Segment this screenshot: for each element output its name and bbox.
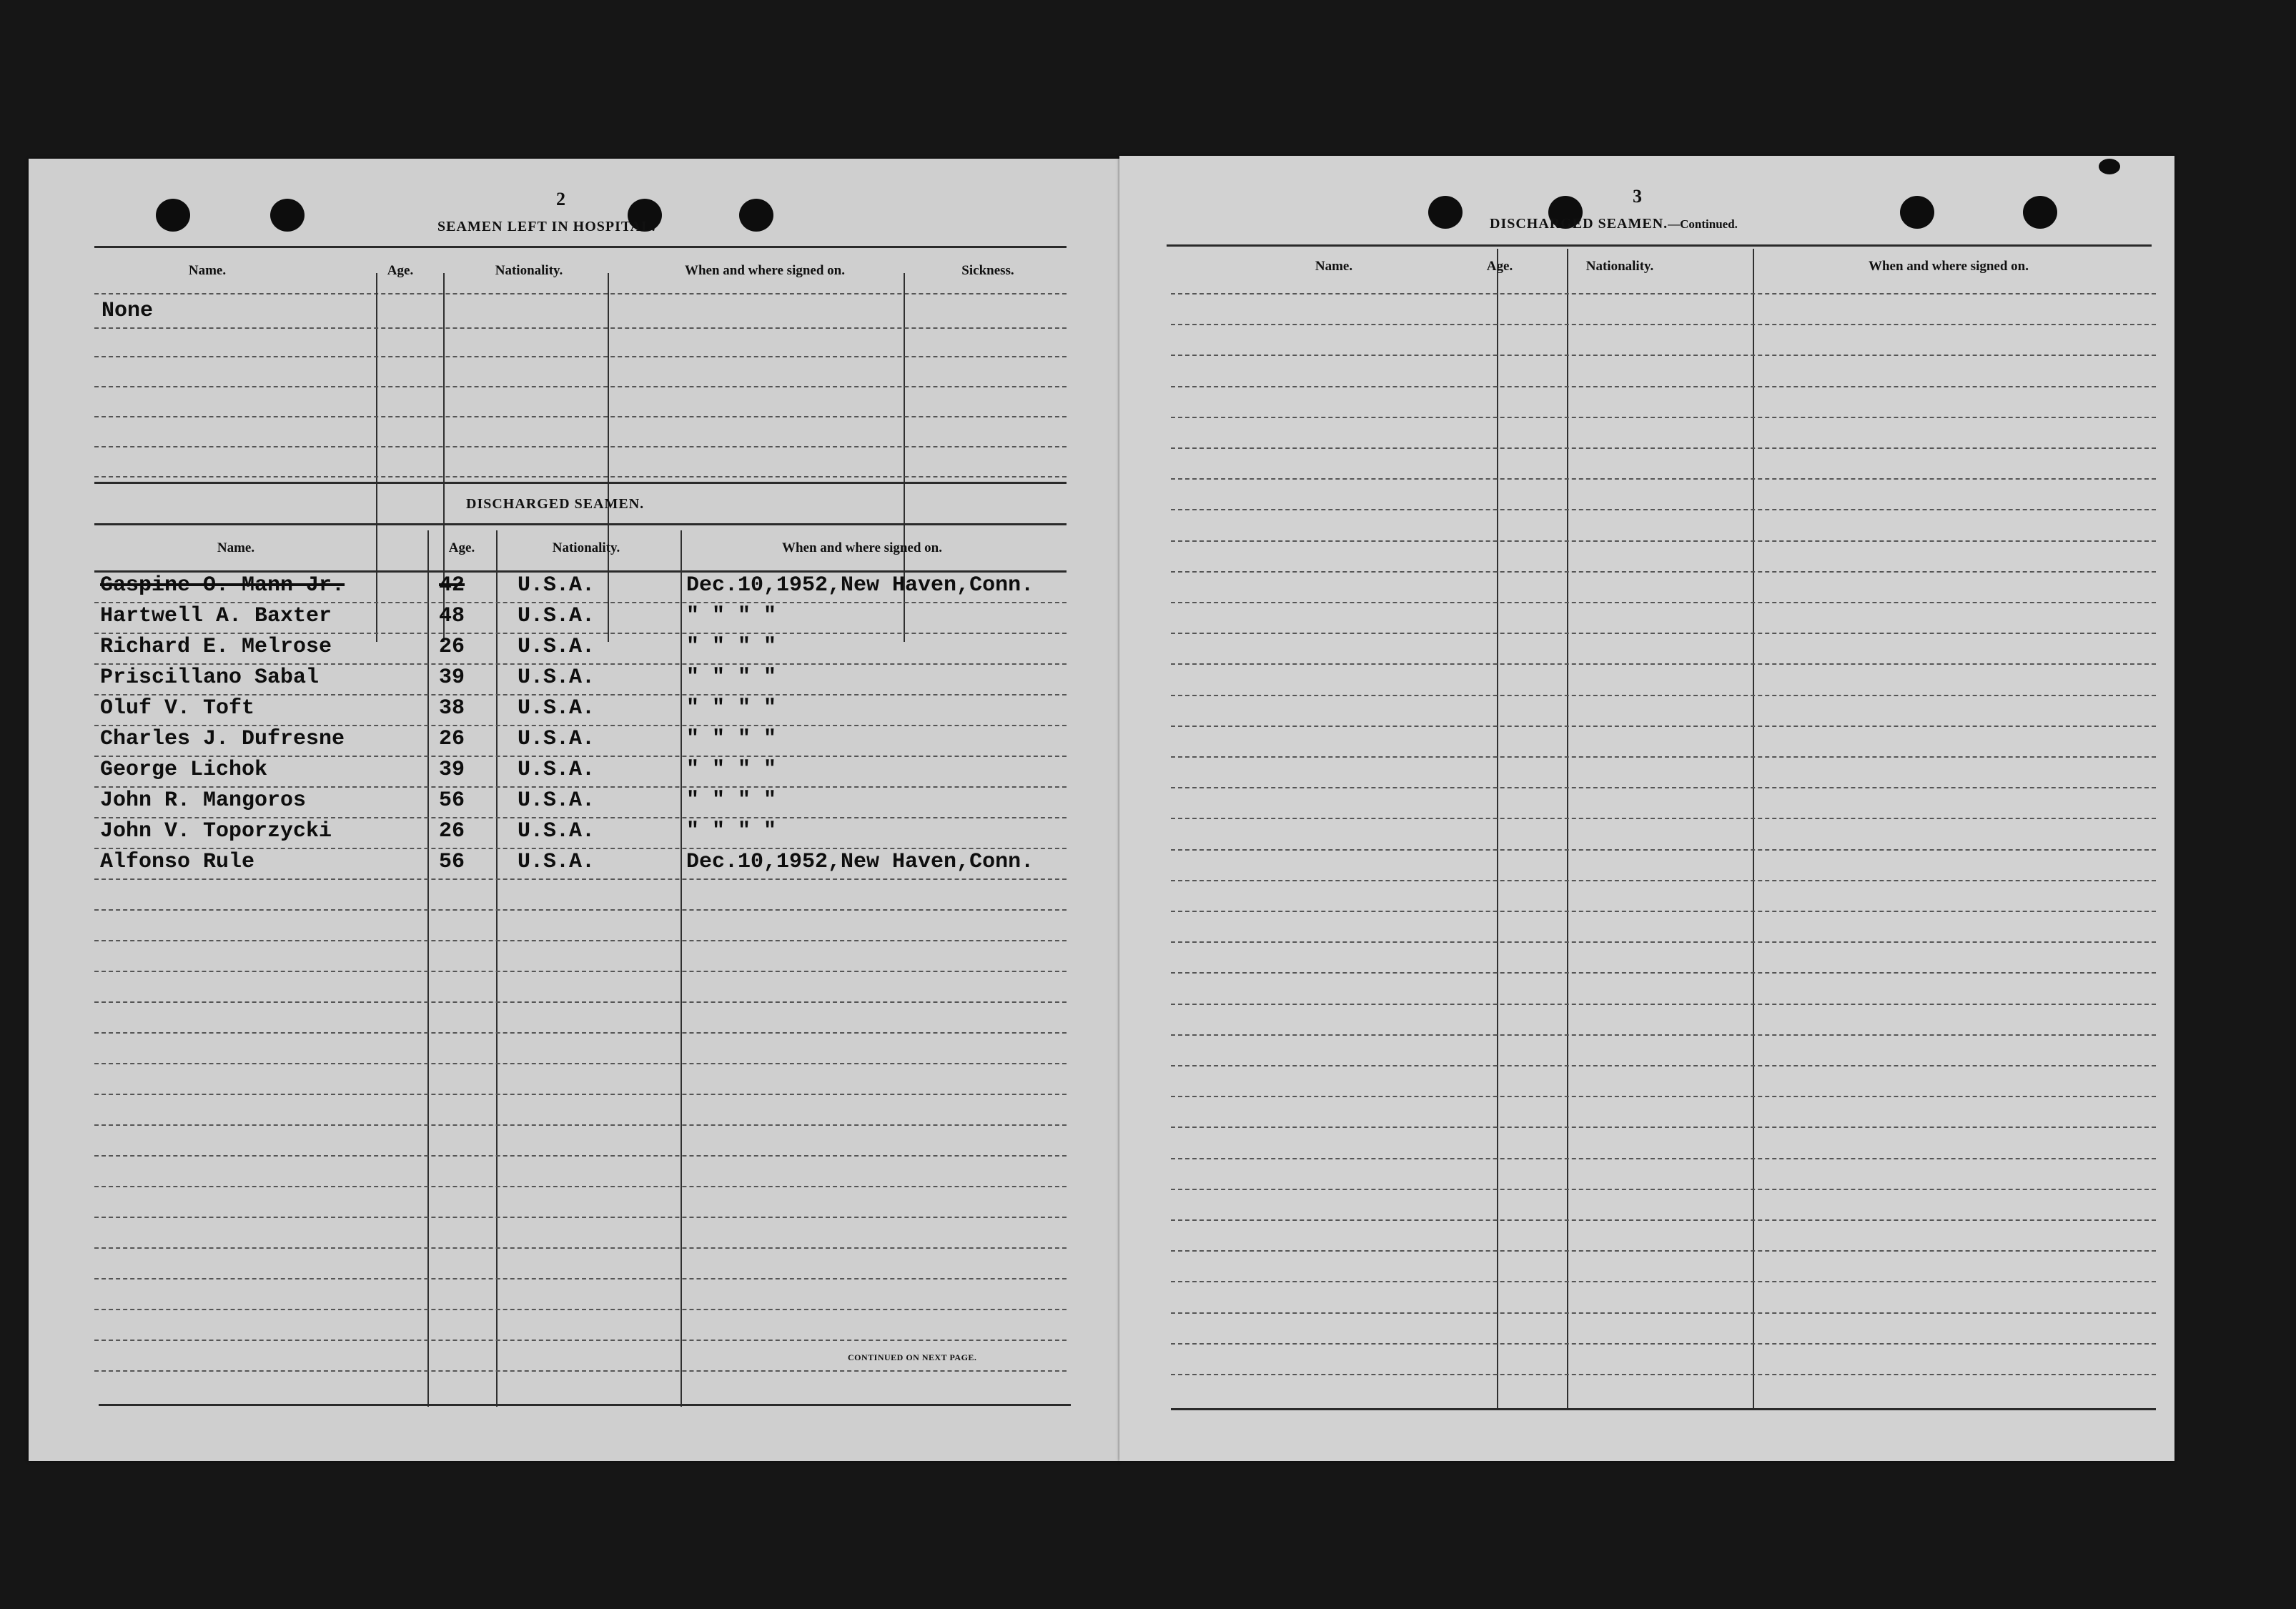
column-divider — [427, 530, 429, 1407]
punch-hole — [156, 199, 190, 232]
seaman-name: Hartwell A. Baxter — [100, 604, 332, 628]
row-rule — [94, 1063, 1067, 1064]
seaman-nationality: U.S.A. — [518, 819, 595, 843]
row-rule — [1171, 1374, 2156, 1375]
row-rule — [94, 446, 1067, 447]
column-header-name: Name. — [188, 263, 227, 278]
table-rule — [94, 523, 1067, 525]
seaman-age: 39 — [439, 758, 465, 782]
row-rule — [94, 1247, 1067, 1249]
row-rule — [1171, 1034, 2156, 1036]
column-header-nationality: Nationality. — [552, 540, 620, 555]
row-rule — [94, 1001, 1067, 1003]
seaman-age: 39 — [439, 665, 465, 690]
seaman-age: 42 — [439, 573, 465, 598]
seaman-nationality: U.S.A. — [518, 696, 595, 721]
column-divider — [681, 530, 682, 1407]
seaman-name: Oluf V. Toft — [100, 696, 255, 721]
row-rule — [94, 1186, 1067, 1187]
row-rule — [1171, 1312, 2156, 1314]
hospital-entry: None — [102, 299, 154, 323]
row-rule — [94, 1278, 1067, 1279]
column-header-age: Age. — [448, 540, 475, 555]
row-rule — [1171, 1065, 2156, 1066]
seaman-signed-on: " " " " — [686, 758, 777, 782]
continued-note: CONTINUED ON NEXT PAGE. — [848, 1352, 977, 1362]
seaman-age: 26 — [439, 727, 465, 751]
row-rule — [1171, 1343, 2156, 1345]
seaman-age: 56 — [439, 788, 465, 813]
row-rule — [94, 663, 1067, 665]
row-rule — [94, 786, 1067, 788]
row-rule — [94, 848, 1067, 849]
row-rule — [1171, 818, 2156, 819]
row-rule — [1171, 602, 2156, 603]
torn-corner-mark — [2099, 159, 2120, 174]
row-rule — [94, 1094, 1067, 1095]
row-rule — [94, 909, 1067, 911]
table-rule — [94, 570, 1067, 573]
row-rule — [1171, 386, 2156, 387]
row-rule — [1171, 417, 2156, 418]
seaman-nationality: U.S.A. — [518, 850, 595, 874]
row-rule — [94, 940, 1067, 941]
row-rule — [94, 356, 1067, 357]
seaman-nationality: U.S.A. — [518, 635, 595, 659]
row-rule — [94, 1124, 1067, 1126]
column-divider — [1753, 249, 1754, 1410]
row-rule — [1171, 1281, 2156, 1282]
row-rule — [94, 878, 1067, 880]
row-rule — [1171, 1219, 2156, 1221]
row-rule — [94, 1217, 1067, 1218]
row-rule — [1171, 571, 2156, 573]
row-rule — [94, 971, 1067, 972]
column-header-name: Name. — [1315, 259, 1353, 274]
row-rule — [1171, 509, 2156, 510]
seaman-name: John V. Toporzycki — [100, 819, 332, 843]
row-rule — [1171, 756, 2156, 758]
row-rule — [94, 1370, 1067, 1372]
seaman-name: Gaspine O. Mann Jr. — [100, 573, 345, 598]
column-header-signed-on: When and where signed on. — [781, 540, 942, 555]
seaman-age: 48 — [439, 604, 465, 628]
column-header-name: Name. — [217, 540, 255, 555]
row-rule — [94, 725, 1067, 726]
row-rule — [1171, 880, 2156, 881]
seaman-age: 26 — [439, 635, 465, 659]
row-rule — [1171, 941, 2156, 943]
row-rule — [94, 1155, 1067, 1157]
hospital-section-title: SEAMEN LEFT IN HOSPITAL. — [437, 219, 656, 234]
row-rule — [1171, 787, 2156, 788]
seaman-nationality: U.S.A. — [518, 758, 595, 782]
row-rule — [1171, 1127, 2156, 1128]
row-rule — [94, 293, 1067, 294]
row-rule — [1171, 849, 2156, 851]
discharged-section-title: DISCHARGED SEAMEN. — [466, 496, 645, 512]
row-rule — [1171, 911, 2156, 912]
seaman-signed-on: Dec.10,1952,New Haven,Conn. — [686, 573, 1034, 598]
seaman-signed-on: " " " " — [686, 819, 777, 843]
row-rule — [1171, 355, 2156, 356]
page-number: 2 — [556, 189, 565, 209]
page-number: 3 — [1633, 186, 1642, 207]
seaman-age: 38 — [439, 696, 465, 721]
seaman-age: 56 — [439, 850, 465, 874]
row-rule — [94, 633, 1067, 634]
row-rule — [94, 386, 1067, 387]
row-rule — [1171, 324, 2156, 325]
row-rule — [1171, 1158, 2156, 1159]
seaman-signed-on: " " " " — [686, 727, 777, 751]
column-header-age: Age. — [1486, 259, 1513, 274]
row-rule — [1171, 972, 2156, 974]
row-rule — [94, 327, 1067, 329]
row-rule — [94, 694, 1067, 695]
table-rule — [1171, 1408, 2156, 1410]
row-rule — [94, 1309, 1067, 1310]
column-header-age: Age. — [387, 263, 414, 278]
seaman-nationality: U.S.A. — [518, 788, 595, 813]
row-rule — [1171, 478, 2156, 480]
column-divider — [1567, 249, 1568, 1410]
row-rule — [94, 1032, 1067, 1034]
seaman-nationality: U.S.A. — [518, 573, 595, 598]
seaman-name: Charles J. Dufresne — [100, 727, 345, 751]
seaman-signed-on: " " " " — [686, 604, 777, 628]
seaman-signed-on: " " " " — [686, 635, 777, 659]
row-rule — [1171, 1189, 2156, 1190]
row-rule — [1171, 695, 2156, 696]
seaman-name: John R. Mangoros — [100, 788, 307, 813]
row-rule — [94, 1340, 1067, 1341]
seaman-name: Alfonso Rule — [100, 850, 255, 874]
column-header-signed-on: When and where signed on. — [1868, 259, 2029, 274]
table-rule — [94, 482, 1067, 484]
column-header-sickness: Sickness. — [961, 263, 1014, 278]
seaman-signed-on: " " " " — [686, 696, 777, 721]
column-divider — [496, 530, 498, 1407]
row-rule — [1171, 447, 2156, 449]
punch-hole — [1900, 196, 1934, 229]
column-header-nationality: Nationality. — [1585, 259, 1654, 274]
punch-hole — [1428, 196, 1463, 229]
punch-hole — [739, 199, 773, 232]
seaman-name: George Lichok — [100, 758, 268, 782]
seaman-signed-on: " " " " — [686, 665, 777, 690]
row-rule — [94, 756, 1067, 757]
seaman-signed-on: Dec.10,1952,New Haven,Conn. — [686, 850, 1034, 874]
row-rule — [1171, 633, 2156, 634]
left-form-page — [29, 159, 1119, 1461]
seaman-age: 26 — [439, 819, 465, 843]
seaman-name: Priscillano Sabal — [100, 665, 320, 690]
row-rule — [1171, 1096, 2156, 1097]
table-rule — [94, 246, 1067, 248]
column-divider — [1497, 249, 1498, 1410]
punch-hole — [2023, 196, 2057, 229]
discharged-continued-title: DISCHARGED SEAMEN.—Continued. — [1490, 216, 1738, 232]
row-rule — [94, 476, 1067, 477]
seaman-nationality: U.S.A. — [518, 604, 595, 628]
seaman-nationality: U.S.A. — [518, 727, 595, 751]
seaman-nationality: U.S.A. — [518, 665, 595, 690]
table-rule — [99, 1404, 1071, 1406]
row-rule — [1171, 1250, 2156, 1252]
row-rule — [94, 602, 1067, 603]
table-rule — [1167, 244, 2152, 247]
punch-hole — [270, 199, 305, 232]
column-header-nationality: Nationality. — [495, 263, 563, 278]
row-rule — [1171, 540, 2156, 542]
row-rule — [1171, 293, 2156, 294]
column-header-signed-on: When and where signed on. — [684, 263, 845, 278]
row-rule — [1171, 726, 2156, 727]
row-rule — [1171, 1004, 2156, 1005]
row-rule — [94, 416, 1067, 417]
row-rule — [1171, 663, 2156, 665]
seaman-name: Richard E. Melrose — [100, 635, 332, 659]
right-form-page — [1119, 156, 2174, 1461]
row-rule — [94, 817, 1067, 818]
seaman-signed-on: " " " " — [686, 788, 777, 813]
